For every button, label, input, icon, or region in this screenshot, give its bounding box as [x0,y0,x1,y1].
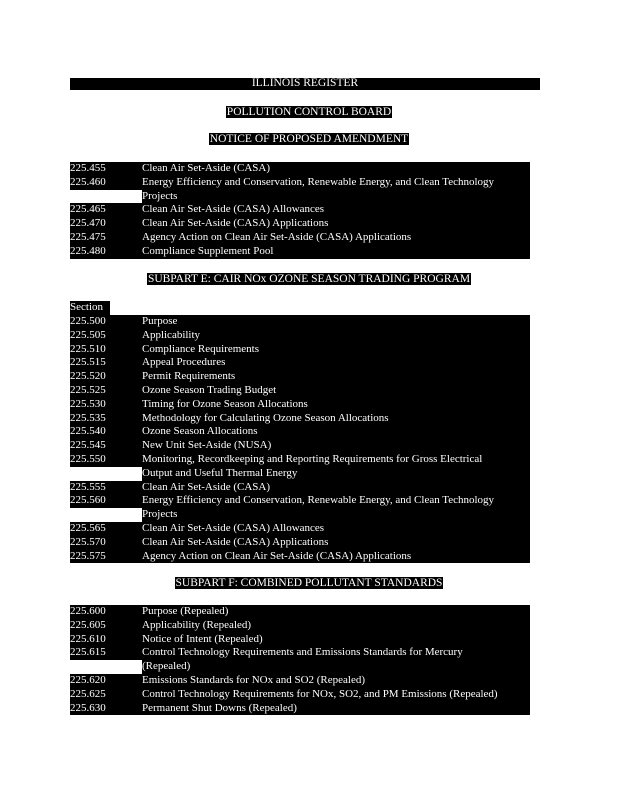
section-title: Energy Efficiency and Conservation, Renewable Energy, and Clean Technology [142,176,530,190]
toc-entry [70,356,530,370]
section-number: 225.505 [70,329,110,343]
toc-entry [70,688,530,702]
section-title-continued: Output and Useful Thermal Energy [142,467,530,481]
section-number: 225.520 [70,370,110,384]
toc-entry [70,522,530,536]
section-title: Applicability [142,329,530,343]
section-number: 225.510 [70,343,110,357]
redaction-gap [110,674,142,688]
section-title: Control Technology Requirements for NOx, SO2, and PM Emissions (Repealed) [142,688,530,702]
section-title: Appeal Procedures [142,356,530,370]
toc-entry [70,633,530,647]
redaction-gap [110,315,142,329]
section-title: Agency Action on Clean Air Set-Aside (CASA) Applications [142,231,530,245]
redaction-gap [110,412,142,426]
section-title: Control Technology Requirements and Emissions Standards for Mercury [142,646,530,660]
register-title: ILLINOIS REGISTER [251,77,359,89]
redaction-gap [110,605,142,619]
section-number: 225.605 [70,619,110,633]
redaction-gap [110,217,142,231]
toc-entry [70,162,530,176]
section-title: New Unit Set-Aside (NUSA) [142,439,530,453]
redaction-gap [110,550,142,564]
toc-entry [70,231,530,245]
section-number: 225.575 [70,550,110,564]
section-title: Clean Air Set-Aside (CASA) [142,481,530,495]
section-number: 225.600 [70,605,110,619]
redaction-gap [110,370,142,384]
section-number: 225.545 [70,439,110,453]
redaction-gap [110,398,142,412]
section-title: Permanent Shut Downs (Repealed) [142,702,530,716]
section-title: Applicability (Repealed) [142,619,530,633]
section-number: 225.615 [70,646,110,660]
toc-entry [70,203,530,217]
section-title: Methodology for Calculating Ozone Season Allocations [142,412,530,426]
toc-entry [70,384,530,398]
toc-entry [70,646,530,660]
section-title: Clean Air Set-Aside (CASA) Allowances [142,522,530,536]
toc-entry [70,217,530,231]
section-title-continued: (Repealed) [142,660,530,674]
redaction-gap [110,481,142,495]
section-title: Timing for Ozone Season Allocations [142,398,530,412]
redaction-gap [110,702,142,716]
redaction-gap [110,162,142,176]
redaction-gap [110,536,142,550]
section-number: 225.530 [70,398,110,412]
toc-entry [70,536,530,550]
section-number: 225.550 [70,453,110,467]
toc-entry [70,343,530,357]
toc-entry [70,619,530,633]
section-title: Notice of Intent (Repealed) [142,633,530,647]
header-rule [70,89,540,90]
redaction-gap [110,439,142,453]
section-title: Ozone Season Trading Budget [142,384,530,398]
redaction-gap [110,646,142,660]
section-number: 225.560 [70,494,110,508]
redaction-gap [110,343,142,357]
toc-entry [70,702,530,716]
redaction-gap [110,522,142,536]
section-number: 225.555 [70,481,110,495]
redaction-gap [110,176,142,190]
section-title: Purpose [142,315,530,329]
redaction-gap [110,619,142,633]
section-number: 225.535 [70,412,110,426]
redaction-gap [110,203,142,217]
section-number: 225.610 [70,633,110,647]
section-title: Energy Efficiency and Conservation, Renewable Energy, and Clean Technology [142,494,530,508]
redaction-gap [110,633,142,647]
subpart-e-heading: SUBPART E: CAIR NOx OZONE SEASON TRADING PROGRAM [147,273,471,285]
toc-entry [70,412,530,426]
section-title-continued: Projects [142,508,530,522]
toc-entry [70,245,530,259]
section-number: 225.480 [70,245,110,259]
section-title: Compliance Supplement Pool [142,245,530,259]
toc-entry [70,494,530,508]
register-header-bar [70,78,540,89]
section-number: 225.500 [70,315,110,329]
section-number: 225.455 [70,162,110,176]
section-number: 225.630 [70,702,110,716]
section-title: Emissions Standards for NOx and SO2 (Repealed) [142,674,530,688]
section-label: Section [70,301,110,315]
section-title: Monitoring, Recordkeeping and Reporting Requirements for Gross Electrical [142,453,530,467]
redaction-gap [110,245,142,259]
section-title: Purpose (Repealed) [142,605,530,619]
toc-entry [70,329,530,343]
toc-entry [70,605,530,619]
section-number: 225.525 [70,384,110,398]
section-number: 225.620 [70,674,110,688]
redaction-gap [110,231,142,245]
section-title: Clean Air Set-Aside (CASA) Applications [142,217,530,231]
section-title: Clean Air Set-Aside (CASA) [142,162,530,176]
redaction-gap [110,384,142,398]
toc-entry [70,425,530,439]
toc-entry [70,674,530,688]
board-title: POLLUTION CONTROL BOARD [226,106,392,118]
section-number: 225.460 [70,176,110,190]
section-number: 225.515 [70,356,110,370]
section-number: 225.570 [70,536,110,550]
redaction-gap [110,425,142,439]
toc-entry [70,370,530,384]
section-number: 225.465 [70,203,110,217]
section-title: Clean Air Set-Aside (CASA) Applications [142,536,530,550]
redaction-gap [110,688,142,702]
section-number: 225.470 [70,217,110,231]
section-title: Ozone Season Allocations [142,425,530,439]
section-number: 225.475 [70,231,110,245]
redaction-gap [110,494,142,508]
toc-entry [70,481,530,495]
section-title: Clean Air Set-Aside (CASA) Allowances [142,203,530,217]
toc-entry [70,398,530,412]
toc-entry [70,453,530,467]
section-title: Permit Requirements [142,370,530,384]
section-title: Compliance Requirements [142,343,530,357]
redaction-gap [110,329,142,343]
section-title: Agency Action on Clean Air Set-Aside (CASA) Applications [142,550,530,564]
toc-entry [70,439,530,453]
redaction-gap [110,356,142,370]
toc-entry [70,176,530,190]
section-number: 225.565 [70,522,110,536]
toc-entry [70,550,530,564]
toc-entry [70,315,530,329]
section-number: 225.625 [70,688,110,702]
section-title-continued: Projects [142,190,530,204]
section-number: 225.540 [70,425,110,439]
redaction-gap [110,453,142,467]
notice-title: NOTICE OF PROPOSED AMENDMENT [209,133,409,145]
subpart-f-heading: SUBPART F: COMBINED POLLUTANT STANDARDS [175,577,443,589]
